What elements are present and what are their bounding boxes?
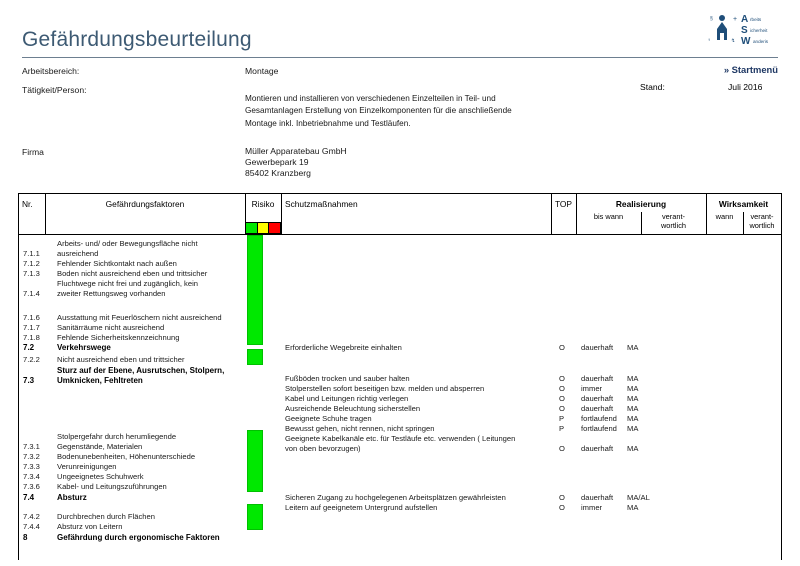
measure-verantwortlich: MA <box>627 404 639 413</box>
risk-swatch-yellow <box>257 222 269 234</box>
taetigkeit-value: Montieren und installieren von verschiedenen Einzelteilen in Teil- und Gesamtanlagen Erstellung von Einzelkomponenten für die anschließende Montage inkl. Inbetriebnahme und Testläufen. <box>245 94 512 128</box>
header-nr: Nr. <box>22 199 33 209</box>
hazard-text: Ausstattung mit Feuerlöschern nicht ausreichend <box>57 313 222 322</box>
measure-text: Stolperstellen sofort beseitigen bzw. melden und absperren <box>285 384 485 393</box>
header-realisierung-bis-wann: bis wann <box>593 212 624 221</box>
hazard-nr: 7.3 <box>23 376 35 385</box>
hazard-nr: 7.1.8 <box>23 333 40 342</box>
hazard-text: zweiter Rettungsweg vorhanden <box>57 289 166 298</box>
header-risiko: Risiko <box>245 194 281 234</box>
measure-top: P <box>559 414 565 423</box>
svg-text:↯: ↯ <box>731 38 736 44</box>
risk-bar-7-2 <box>247 349 263 365</box>
table-body <box>19 235 781 560</box>
hazard-nr: 7.3.3 <box>23 462 40 471</box>
measure-text: Bewusst gehen, nicht rennen, nicht springen <box>285 424 435 433</box>
svg-text:⚕: ⚕ <box>708 37 711 42</box>
hazard-text: Stolpergefahr durch herumliegende <box>57 432 177 441</box>
stand-label: Stand: <box>640 82 665 92</box>
measure-bis-wann: immer <box>581 384 603 393</box>
hazard-nr: 7.4 <box>23 493 35 502</box>
hazard-text: Arbeits- und/ oder Bewegungsfläche nicht <box>57 239 198 248</box>
hazard-nr: 7.4.4 <box>23 522 40 531</box>
hazard-nr: 7.3.4 <box>23 472 40 481</box>
measure-top: O <box>559 394 565 403</box>
firma-city: 85402 Kranzberg <box>245 168 311 178</box>
measure-bis-wann: dauerhaft <box>581 374 614 383</box>
measure-top: O <box>559 343 565 352</box>
risk-swatch-green <box>245 222 257 234</box>
page-title: Gefährdungsbeurteilung <box>22 28 252 51</box>
hazard-nr: 7.2.2 <box>23 355 40 364</box>
measure-text: Leitern auf geeignetem Untergrund aufstellen <box>285 503 438 512</box>
measure-top: O <box>559 444 565 453</box>
measure-bis-wann: dauerhaft <box>581 404 614 413</box>
hazard-text: Absturz <box>57 493 87 502</box>
hazard-text: Sturz auf der Ebene, Ausrutschen, Stolpern, <box>57 366 225 375</box>
firma-name: Müller Apparatebau GmbH <box>245 146 347 156</box>
hazard-assessment-table <box>18 193 782 560</box>
arbeitsbereich-value: Montage <box>245 66 279 76</box>
taetigkeit-label: Tätigkeit/Person: <box>22 85 87 95</box>
hazard-nr: 7.3.2 <box>23 452 40 461</box>
measure-verantwortlich: MA <box>627 384 639 393</box>
hazard-nr: 7.1.2 <box>23 259 40 268</box>
hazard-nr: 7.1.6 <box>23 313 40 322</box>
hazard-text: Boden nicht ausreichend eben und trittsicher <box>57 269 208 278</box>
hazard-text: Fluchtwege nicht frei und zugänglich, kein <box>57 279 198 288</box>
measure-verantwortlich: MA <box>627 503 639 512</box>
measure-verantwortlich: MA <box>627 424 639 433</box>
measure-verantwortlich: MA <box>627 343 639 352</box>
measure-bis-wann: dauerhaft <box>581 343 614 352</box>
measure-verantwortlich: MA/AL <box>627 493 650 502</box>
hazard-text: Fehlender Sichtkontakt nach außen <box>57 259 177 268</box>
header-realisierung-verantwortlich: verant- wortlich <box>660 212 687 231</box>
svg-text:§: § <box>710 16 713 22</box>
hazard-text: Kabel- und Leitungszuführungen <box>57 482 167 491</box>
hazard-text: ausreichend <box>57 249 99 258</box>
risk-legend-swatches <box>245 222 281 234</box>
measure-top: O <box>559 404 565 413</box>
hazard-nr: 7.1.7 <box>23 323 40 332</box>
risk-bar-7-4 <box>247 504 263 530</box>
hazard-text: Gegenstände, Materialen <box>57 442 143 451</box>
measure-top: O <box>559 374 565 383</box>
svg-text:+: + <box>733 16 738 23</box>
header-schutzmassnahmen: Schutzmaßnahmen <box>285 199 358 209</box>
measure-text: Ausreichende Beleuchtung sicherstellen <box>285 404 421 413</box>
hazard-nr: 7.1.1 <box>23 249 40 258</box>
hazard-text: Verkehrswege <box>57 343 111 352</box>
svg-text:icherheit: icherheit <box>750 28 768 33</box>
measure-verantwortlich: MA <box>627 374 639 383</box>
stand-value: Juli 2016 <box>728 82 763 92</box>
measure-verantwortlich: MA <box>627 414 639 423</box>
hazard-text: Sanitärräume nicht ausreichend <box>57 323 165 332</box>
measure-top: O <box>559 503 565 512</box>
table-header-row <box>19 194 781 235</box>
svg-text:S: S <box>741 25 748 36</box>
hazard-nr: 7.4.2 <box>23 512 40 521</box>
measure-bis-wann: dauerhaft <box>581 394 614 403</box>
measure-text: Fußböden trocken und sauber halten <box>285 374 410 383</box>
measure-text: von oben bevorzugen) <box>285 444 361 453</box>
measure-text: Kabel und Leitungen richtig verlegen <box>285 394 409 403</box>
measure-top: O <box>559 493 565 502</box>
measure-bis-wann: dauerhaft <box>581 493 614 502</box>
measure-top: P <box>559 424 565 433</box>
measure-top: O <box>559 384 565 393</box>
svg-text:A: A <box>741 14 749 25</box>
hazard-text: Gefährdung durch ergonomische Faktoren <box>57 533 220 542</box>
measure-text: Sicheren Zugang zu hochgelegenen Arbeitsplätzen gewährleisten <box>285 493 506 502</box>
hazard-nr: 7.2 <box>23 343 35 352</box>
header-top: TOP <box>554 199 573 209</box>
firma-street: Gewerbepark 19 <box>245 157 309 167</box>
hazard-text: Ungeeignetes Schuhwerk <box>57 472 144 481</box>
header-realisierung: Realisierung <box>615 199 667 209</box>
hazard-text: Fehlende Sicherheitskennzeichnung <box>57 333 180 342</box>
measure-bis-wann: immer <box>581 503 603 512</box>
measure-bis-wann: fortlaufend <box>581 414 617 423</box>
hazard-nr: 7.3.6 <box>23 482 40 491</box>
hazard-nr: 7.3.1 <box>23 442 40 451</box>
hazard-nr: 8 <box>23 533 28 542</box>
hazard-text: Nicht ausreichend eben und trittsicher <box>57 355 185 364</box>
measure-text: Geeignete Kabelkanäle etc. für Testläufe etc. verwenden ( Leitungen <box>285 434 516 443</box>
risk-swatch-red <box>268 222 281 234</box>
header-wirksamkeit-wann: wann <box>715 212 734 221</box>
measure-text: Erforderliche Wegebreite einhalten <box>285 343 402 352</box>
header-wirksamkeit-verantwortlich: verant- wortlich <box>749 212 775 231</box>
risk-bar-7-1 <box>247 235 263 345</box>
hazard-text: Durchbrechen durch Flächen <box>57 512 155 521</box>
startmenu-link[interactable]: » Startmenü <box>723 64 778 75</box>
hazard-text: Absturz von Leitern <box>57 522 123 531</box>
measure-bis-wann: dauerhaft <box>581 444 614 453</box>
hazard-nr: 7.1.3 <box>23 269 40 278</box>
measure-verantwortlich: MA <box>627 394 639 403</box>
firma-label: Firma <box>22 147 44 157</box>
svg-text:W: W <box>741 36 751 47</box>
svg-text:rbeits: rbeits <box>750 17 762 22</box>
hazard-text: Verunreinigungen <box>57 462 117 471</box>
document-meta <box>0 0 800 190</box>
arbeitsbereich-label: Arbeitsbereich: <box>22 66 80 76</box>
svg-text:anderis: anderis <box>753 39 769 44</box>
risk-bar-7-3 <box>247 430 263 492</box>
header-gefaehrdungsfaktoren: Gefährdungsfaktoren <box>105 199 185 209</box>
measure-text: Geeignete Schuhe tragen <box>285 414 372 423</box>
hazard-nr: 7.1.4 <box>23 289 40 298</box>
measure-bis-wann: fortlaufend <box>581 424 617 433</box>
measure-verantwortlich: MA <box>627 444 639 453</box>
hazard-text: Umknicken, Fehltreten <box>57 376 143 385</box>
header-wirksamkeit: Wirksamkeit <box>718 199 769 209</box>
hazard-text: Bodenunebenheiten, Höhenunterschiede <box>57 452 196 461</box>
